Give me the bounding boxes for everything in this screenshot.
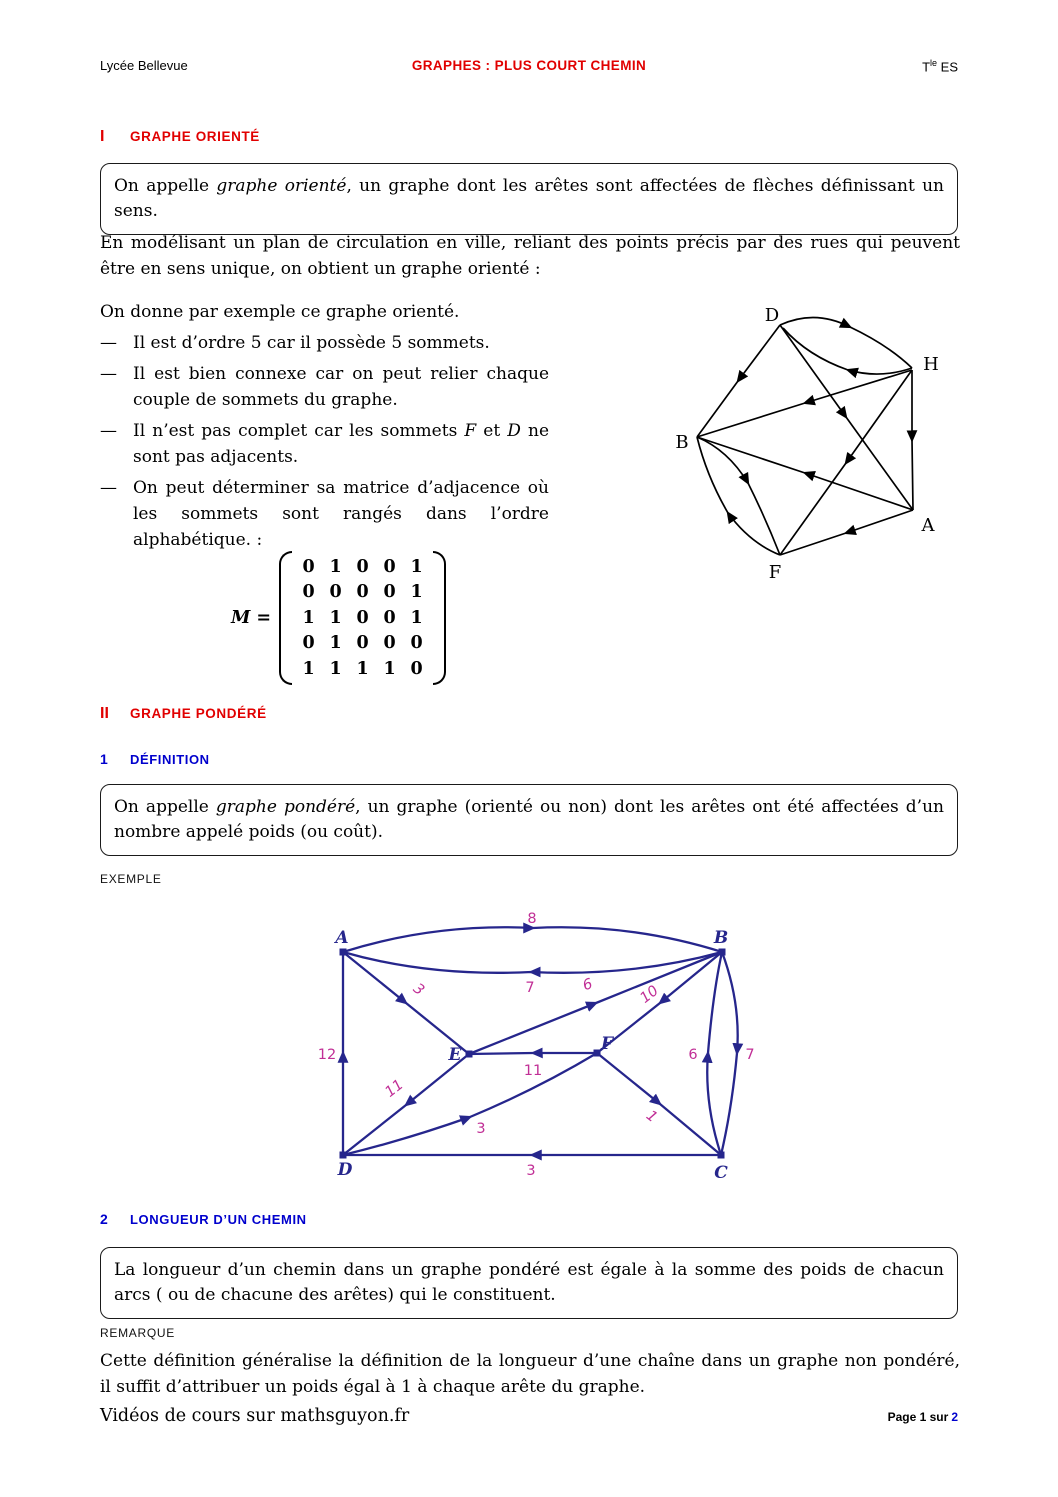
vertex-label-A: A bbox=[335, 928, 349, 948]
list-item bbox=[100, 475, 549, 553]
matrix-cell: 1 bbox=[410, 582, 423, 603]
vertex-label-E: E bbox=[448, 1045, 462, 1065]
matrix-cell: 1 bbox=[383, 658, 396, 679]
edge-H-F bbox=[780, 370, 912, 555]
subsection-1-title: DÉFINITION bbox=[130, 752, 210, 767]
edge-B-F bbox=[697, 437, 780, 555]
defbox2-post: , un graphe (orienté ou non) dont les arêtes ont été affectées d’un nombre appelé poids (ou coût). bbox=[114, 797, 944, 842]
matrix-label: M bbox=[231, 607, 251, 628]
directed-graph-figure bbox=[650, 285, 980, 595]
item-post: ne sont pas adjacents. bbox=[133, 421, 550, 467]
section-2-heading bbox=[100, 705, 267, 723]
vertex-label-D: D bbox=[764, 305, 780, 326]
matrix-cell: 0 bbox=[356, 607, 369, 628]
item-var-f: F bbox=[464, 421, 477, 441]
page-total: 2 bbox=[951, 1410, 958, 1424]
item-mid: et bbox=[476, 421, 508, 441]
matrix-equals: = bbox=[256, 607, 272, 628]
weighted-graph-figure bbox=[300, 893, 790, 1198]
matrix-cell: 1 bbox=[410, 556, 423, 577]
matrix-cell: 0 bbox=[356, 556, 369, 577]
header-level bbox=[744, 58, 959, 74]
page-label: Page 1 sur bbox=[887, 1410, 949, 1424]
matrix-cell: 1 bbox=[302, 658, 315, 679]
subsection-2-number: 2 bbox=[100, 1211, 108, 1227]
matrix-cell: 0 bbox=[356, 582, 369, 603]
edge-H-B bbox=[697, 370, 912, 437]
edge-D-B bbox=[697, 325, 780, 437]
matrix-grid bbox=[292, 551, 433, 685]
vertex-label-B: B bbox=[675, 432, 689, 453]
matrix-cell: 0 bbox=[302, 633, 315, 654]
bullet-dash: — bbox=[100, 333, 117, 353]
edge-H-A bbox=[912, 370, 913, 510]
weighted-graph-weights bbox=[318, 911, 755, 1179]
section-1-number: I bbox=[100, 128, 105, 145]
matrix-cell: 1 bbox=[329, 556, 342, 577]
matrix-cell: 0 bbox=[383, 607, 396, 628]
edge-B-F bbox=[597, 952, 722, 1053]
defbox1-term: graphe orienté bbox=[216, 176, 347, 196]
matrix-cell: 1 bbox=[356, 658, 369, 679]
edge-F-E bbox=[469, 1053, 597, 1054]
weight-D-A: 12 bbox=[317, 1047, 337, 1063]
list-item bbox=[100, 361, 549, 413]
matrix-paren-left bbox=[279, 551, 292, 685]
matrix-cell: 0 bbox=[356, 633, 369, 654]
intro-paragraph: En modélisant un plan de circulation en ville, reliant des points précis par des rues qui peuvent être en sens unique, on obtient un graphe orienté : bbox=[100, 233, 960, 279]
remark-label: REMARQUE bbox=[100, 1326, 175, 1340]
weight-E-B: 6 bbox=[580, 976, 595, 995]
edge-F-C bbox=[597, 1053, 721, 1155]
matrix-cell: 0 bbox=[383, 582, 396, 603]
weight-C-D: 3 bbox=[526, 1163, 536, 1179]
adjacency-matrix bbox=[231, 551, 446, 685]
vertex-label-H: H bbox=[923, 354, 939, 375]
edge-E-D bbox=[343, 1054, 469, 1155]
vertex-label-B: B bbox=[713, 928, 729, 948]
level-sup: le bbox=[930, 58, 938, 68]
page-header bbox=[100, 58, 958, 74]
item-pre: Il n’est pas complet car les sommets bbox=[133, 421, 465, 441]
header-title: GRAPHES : PLUS COURT CHEMIN bbox=[411, 58, 647, 73]
level-base: T bbox=[922, 59, 931, 75]
edge-F-B bbox=[697, 437, 780, 555]
example-label: EXEMPLE bbox=[100, 872, 162, 886]
vertex-label-D: D bbox=[337, 1160, 353, 1180]
footer-page bbox=[100, 1410, 958, 1424]
weighted-graph bbox=[300, 893, 790, 1198]
bullet-dash: — bbox=[100, 478, 117, 498]
vertex-label-F: F bbox=[600, 1034, 614, 1054]
edge-A-B bbox=[343, 927, 722, 952]
weight-C-B: 6 bbox=[688, 1047, 698, 1063]
edge-E-B bbox=[469, 952, 722, 1054]
matrix-paren-right bbox=[433, 551, 446, 685]
subsection-2-heading bbox=[100, 1211, 307, 1227]
list-item-text bbox=[133, 418, 549, 470]
matrix-cell: 0 bbox=[410, 633, 423, 654]
example-list bbox=[100, 299, 549, 553]
weight-B-C: 7 bbox=[745, 1047, 755, 1063]
edge-B-A bbox=[343, 952, 722, 973]
definition-box-oriented bbox=[100, 163, 958, 235]
section-2-number: II bbox=[100, 705, 109, 722]
weight-D-F: 3 bbox=[476, 1121, 486, 1137]
weight-A-E: 3 bbox=[409, 980, 428, 999]
list-item-text: On peut déterminer sa matrice d’adjacence où les sommets sont rangés dans l’ordre alphabétique. : bbox=[133, 478, 549, 550]
bullet-dash: — bbox=[100, 364, 117, 384]
weight-F-C: 1 bbox=[642, 1107, 661, 1126]
weighted-graph-edges bbox=[343, 927, 738, 1155]
defbox2-term: graphe pondéré bbox=[215, 797, 356, 817]
remark-paragraph: Cette définition généralise la définition de la longueur d’une chaîne dans un graphe non pondéré, il suffit d’attribuer un poids égal à 1 à chaque arête du graphe. bbox=[100, 1351, 960, 1397]
directed-graph bbox=[650, 285, 980, 595]
node-E bbox=[466, 1051, 473, 1058]
section-2-title: GRAPHE PONDÉRÉ bbox=[130, 706, 267, 721]
matrix-cell: 1 bbox=[410, 607, 423, 628]
matrix-lhs bbox=[231, 608, 271, 628]
weight-B-A: 7 bbox=[525, 980, 535, 996]
definition-box-length: La longueur d’un chemin dans un graphe pondéré est égale à la somme des poids de chacun arcs ( ou de chacune des arêtes) qui le constituent. bbox=[100, 1247, 958, 1319]
weight-E-D: 11 bbox=[382, 1076, 407, 1101]
vertex-label-F: F bbox=[768, 562, 782, 583]
section-1-title: GRAPHE ORIENTÉ bbox=[130, 129, 260, 144]
definition-box-weighted bbox=[100, 784, 958, 856]
matrix-cell: 0 bbox=[383, 556, 396, 577]
weight-F-E: 11 bbox=[523, 1063, 543, 1079]
matrix-cell: 1 bbox=[329, 633, 342, 654]
subsection-1-heading bbox=[100, 751, 210, 767]
edge-D-H bbox=[780, 317, 912, 368]
defbox1-pre: On appelle bbox=[114, 176, 217, 196]
node-A bbox=[340, 949, 347, 956]
edge-A-E bbox=[343, 952, 469, 1054]
matrix-cell: 0 bbox=[302, 556, 315, 577]
subsection-2-title: LONGUEUR D’UN CHEMIN bbox=[130, 1212, 307, 1227]
edge-A-F bbox=[780, 510, 913, 555]
directed-graph-labels bbox=[675, 305, 938, 583]
vertex-label-C: C bbox=[714, 1163, 728, 1183]
example-intro: On donne par exemple ce graphe orienté. bbox=[100, 302, 460, 322]
level-rest: ES bbox=[940, 59, 958, 75]
node-D bbox=[340, 1152, 347, 1159]
section-1-heading bbox=[100, 128, 260, 146]
matrix-cell: 1 bbox=[302, 607, 315, 628]
matrix-cell: 1 bbox=[329, 607, 342, 628]
node-F bbox=[594, 1050, 601, 1057]
list-item-text: Il est bien connexe car on peut relier chaque couple de sommets du graphe. bbox=[133, 364, 549, 410]
weight-B-F: 10 bbox=[637, 982, 662, 1007]
node-C bbox=[718, 1152, 725, 1159]
bullet-dash: — bbox=[100, 421, 117, 441]
defbox2-pre: On appelle bbox=[114, 797, 216, 817]
list-item bbox=[100, 330, 549, 356]
item-var-d: D bbox=[507, 421, 521, 441]
directed-graph-edges bbox=[697, 317, 913, 555]
list-item-text: Il est d’ordre 5 car il possède 5 sommets. bbox=[133, 333, 490, 353]
subsection-1-number: 1 bbox=[100, 751, 108, 767]
footer-site: Vidéos de cours sur mathsguyon.fr bbox=[100, 1406, 410, 1426]
node-B bbox=[719, 949, 726, 956]
list-item bbox=[100, 418, 549, 470]
edge-A-B bbox=[697, 437, 913, 510]
edge-D-F bbox=[343, 1053, 597, 1155]
defbox1-post: , un graphe dont les arêtes sont affectées de flèches définissant un sens. bbox=[114, 176, 944, 221]
weighted-graph-vertex-labels bbox=[333, 928, 728, 1183]
matrix-cell: 0 bbox=[302, 582, 315, 603]
matrix-cell: 0 bbox=[410, 658, 423, 679]
weight-A-B: 8 bbox=[527, 911, 537, 927]
header-school: Lycée Bellevue bbox=[100, 58, 188, 73]
edge-B-C bbox=[721, 952, 738, 1155]
matrix-cell: 0 bbox=[329, 582, 342, 603]
edge-C-B bbox=[707, 952, 722, 1155]
matrix-cell: 1 bbox=[329, 658, 342, 679]
matrix-cell: 0 bbox=[383, 633, 396, 654]
vertex-label-A: A bbox=[921, 515, 935, 536]
